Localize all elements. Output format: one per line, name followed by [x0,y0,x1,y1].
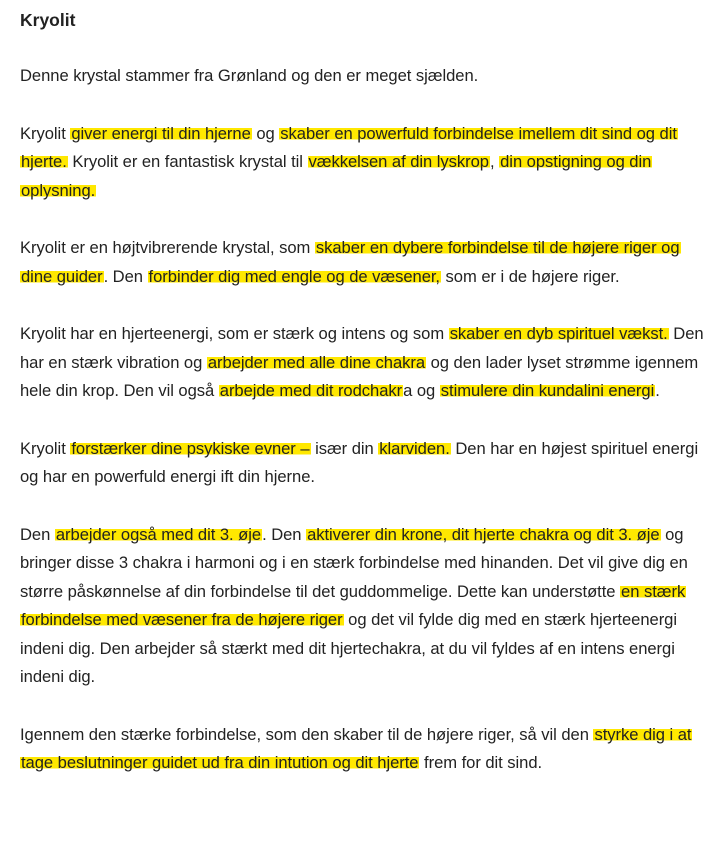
highlighted-text: klarviden. [379,438,450,458]
highlighted-text: arbejde med dit rodchakr [219,381,403,400]
highlighted-text: skaber en powerfuld forbindelse imellem dit sind og dit hjerte. [21,123,677,171]
text-segment: og bringer disse 3 chakra i harmoni og i en stærk forbindelse med hinanden. Det vil give dig en større påskønnelse af din forbindelse til det guddommelige. Dette kan understøtte [20,524,688,601]
highlighted-text: skaber en dybere forbindelse til de højere riger og dine guider [21,238,680,286]
highlighted-text: arbejder også med dit 3. øje [55,524,262,544]
text-segment: Kryolit [20,123,71,143]
text-segment: Kryolit er en højtvibrerende krystal, som [20,238,315,257]
paragraph-heart-energy [20,320,705,406]
text-segment: frem for dit sind. [419,753,543,772]
highlighted-text: din opstigning og din oplysning. [21,152,652,200]
text-segment: Kryolit er en fantastisk krystal til [67,152,308,171]
text-segment: især din [310,438,379,458]
text-segment: og det vil fylde dig med en stærk hjerteenergi indeni dig. Den arbejder så stærkt med dit hjertechakra, at du vil fyldes af en intens energi indeni dig. [20,610,677,686]
article-title: Kryolit [20,10,76,30]
text-segment: Den har en højest spirituel energi og har en powerfuld energi ift din hjerne. [20,438,699,486]
paragraph-energy [20,120,705,206]
text-segment: . Den [103,266,148,286]
highlighted-text: vækkelsen af din lyskrop [308,152,489,171]
highlighted-text: en stærk forbindelse med væsener fra de højere riger [21,581,686,629]
text-segment: . Den [262,524,307,544]
text-segment: . [655,381,660,400]
text-segment: Denne krystal stammer fra Grønland og den er meget sjælden. [20,66,479,85]
text-segment: og [251,123,280,143]
paragraph-intuition [20,721,705,778]
highlighted-text: stimulere din kundalini energi [440,381,655,400]
highlighted-text: forstærker dine psykiske evner – [71,438,310,458]
text-segment: a og [403,381,440,400]
highlighted-text: styrke dig i at tage beslutninger guidet ud fra din intution og dit hjerte [21,724,692,772]
text-segment: Igennem den stærke forbindelse, som den skaber til de højere riger, så vil den [20,724,594,744]
highlighted-text: aktiverer din krone, dit hjerte chakra og dit 3. øje [307,524,660,544]
highlighted-text: forbinder dig med engle og de væsener, [148,266,440,286]
text-segment: , [490,152,500,171]
highlighted-text: arbejder med alle dine chakra [207,352,426,372]
paragraph-third-eye [20,521,705,692]
text-segment: Kryolit [20,438,71,458]
paragraph-origin [20,62,705,91]
paragraph-psychic [20,435,705,492]
text-segment: som er i de højere riger. [441,266,620,286]
highlighted-text: skaber en dyb spirituel vækst. [449,324,668,343]
text-segment: Den [20,524,55,544]
highlighted-text: giver energi til din hjerne [71,123,251,143]
paragraph-vibration [20,234,705,291]
text-segment: Kryolit har en hjerteenergi, som er stærk og intens og som [20,324,449,343]
text-segment: og den lader lyset strømme igennem hele din krop. Den vil også [20,352,699,400]
text-segment: Den har en stærk vibration og [20,324,704,372]
